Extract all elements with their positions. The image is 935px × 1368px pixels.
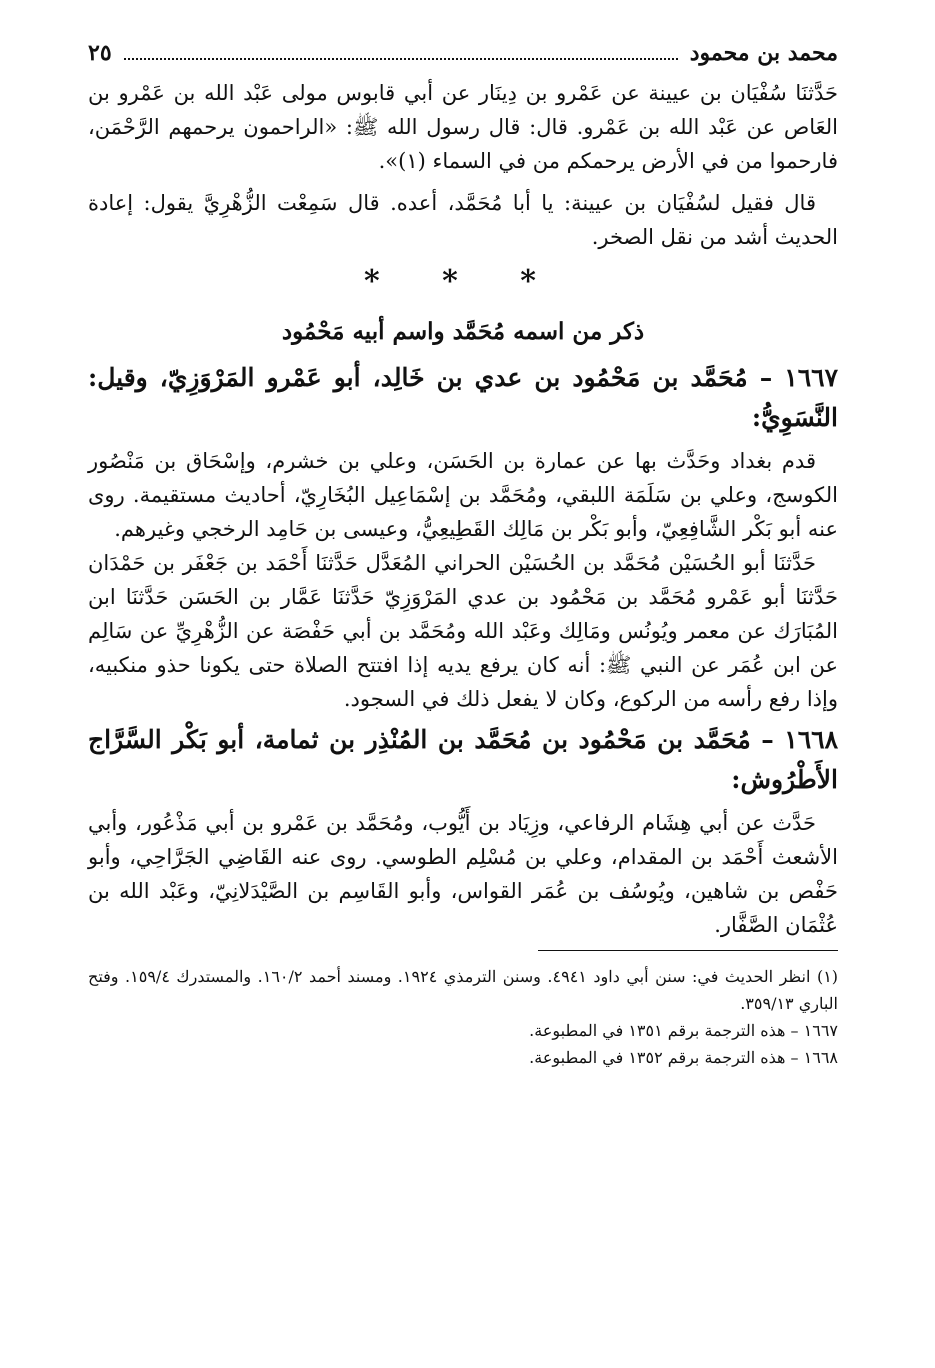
footnote-1668: ١٦٦٨ – هذه الترجمة برقم ١٣٥٢ في المطبوعة. <box>529 1048 838 1067</box>
page-number: ٢٥ <box>88 40 112 66</box>
section-separator: * * * <box>364 264 562 299</box>
entry-1667-hadith: حَدَّثنَا أبو الحُسَيْن مُحَمَّد بن الحُسَيْن الحراني المُعَدَّل حَدَّثنَا أَحْمَد بن جَعْفَر بن حَمْدَان حَدَّثنَا أبو عَمْرو مُحَمَّد بن مَحْمُود بن عدي المَرْوَزِيّ حَدَّثنَا عَمَّار بن الحَسَن حَدَّثنَا ابن المُبَارَك عن معمر ويُونُس ومَالِك وعَبْد الله ومُحَمَّد بن أبي حَفْصَة عن الزُّهْرِيِّ عن سَالِم عن ابن عُمَر عن النبي ﷺ: أنه كان يرفع يديه إذا افتتح الصلاة حتى يكونا حذو منكبيه، وإذا رفع رأسه من الركوع، وكان لا يفعل ذلك في السجود. <box>88 551 838 711</box>
header-leader-dots <box>124 58 678 60</box>
hadith-paragraph: حَدَّثنَا سُفْيَان بن عيينة عن عَمْرو بن دِينَار عن أبي قابوس مولى عَبْد الله بن عَمْرو بن العَاص عن عَبْد الله بن عَمْرو. قال: قال رسول الله ﷺ: «الراحمون يرحمهم الرَّحْمَن، فارحموا من في الأرض يرحمكم من في السماء (١)». <box>88 81 838 173</box>
entry-heading-1668: ١٦٦٨ – مُحَمَّد بن مَحْمُود بن مُحَمَّد بن المُنْذِر بن ثمامة، أبو بَكْر السَّرَّاج الأَطْرُوش: <box>88 725 838 794</box>
running-header <box>88 40 838 76</box>
entry-heading-1667: ١٦٦٧ – مُحَمَّد بن مَحْمُود بن عدي بن خَالِد، أبو عَمْرو المَرْوَزِيّ، وقيل: النَّسَوِيُّ: <box>88 363 838 432</box>
footnote-divider <box>538 950 838 951</box>
footnote-1: (١) انظر الحديث في: سنن أبي داود ٤٩٤١. وسنن الترمذي ١٩٢٤. ومسند أحمد ١٦٠/٢. والمستدرك ١٥٩/٤. وفتح الباري ٣٥٩/١٣. <box>88 967 839 1013</box>
running-title: محمد بن محمود <box>689 40 838 66</box>
footnote-1667: ١٦٦٧ – هذه الترجمة برقم ١٣٥١ في المطبوعة. <box>529 1021 838 1040</box>
entry-1668-biography: حَدَّث عن أبي هِشَام الرفاعي، وزِيَاد بن أَيُّوب، ومُحَمَّد بن عَمْرو بن أبي مَذْعُور، وأبي الأشعث أَحْمَد بن المقدام، وعلي بن مُسْلِم الطوسي. روى عنه القَاضِي الجَرَّاحِي، وأبو حَفْص بن شاهين، ويُوسُف بن عُمَر القواس، وأبو القَاسِم بن الصَّيْدَلانِيّ، وعَبْد الله بن عُثْمَان الصَّفَّار. <box>88 811 838 937</box>
entry-1667-biography: قدم بغداد وحَدَّث بها عن عمارة بن الحَسَن، وعلي بن خشرم، وإسْحَاق بن مَنْصُور الكوسج، وعلي بن سَلَمَة اللبقي، ومُحَمَّد بن إسْمَاعِيل البُخَارِيّ، أحاديث مستقيمة. روى عنه أبو بَكْر الشَّافِعِيّ، وأبو بَكْر بن مَالِك القَطِيعِيُّ، وعيسى بن حَامِد الرخجي وغيرهم. <box>88 449 838 541</box>
hadith-comment-paragraph: قال فقيل لسُفْيَان بن عيينة: يا أبا مُحَمَّد، أعده. قال سَمِعْت الزُّهْرِيَّ يقول: إعادة الحديث أشد من نقل الصخر. <box>88 191 838 249</box>
section-title: ذكر من اسمه مُحَمَّد واسم أبيه مَحْمُود <box>281 318 645 345</box>
book-page <box>88 40 838 1071</box>
